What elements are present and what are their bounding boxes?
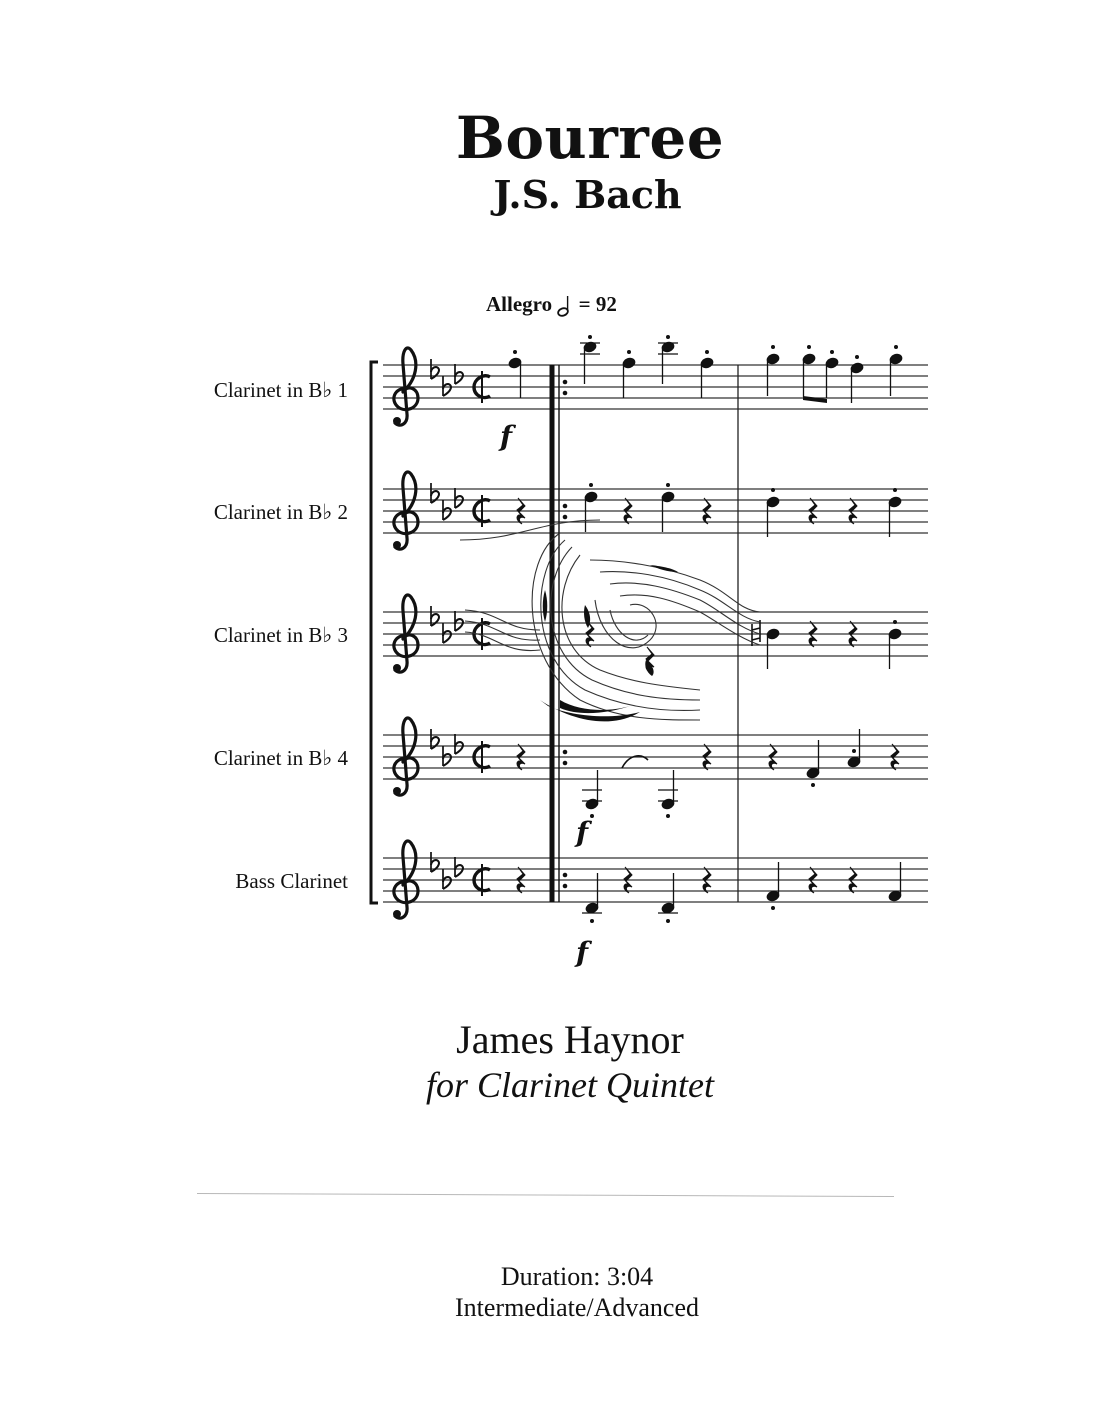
- staff-clarinet-1: [383, 348, 928, 425]
- composer-name: J.S. Bach: [493, 172, 682, 217]
- staff-clarinet-4: [383, 718, 928, 795]
- instrument-label-clarinet-3: Clarinet in B♭ 3: [213, 623, 348, 647]
- tempo-value: = 92: [578, 292, 617, 316]
- dynamic-forte-bass-clarinet: f: [576, 936, 589, 969]
- staff-clarinet-2: [383, 472, 928, 549]
- duration-text: Duration: 3:04: [500, 1262, 654, 1291]
- swirl-distortion: [460, 520, 760, 720]
- ensemble-subtitle: for Clarinet Quintet: [426, 1065, 714, 1105]
- piece-title: Bourree: [455, 104, 725, 172]
- clarinet-4-notes: [517, 729, 899, 818]
- instrument-label-clarinet-4: Clarinet in B♭ 4: [213, 746, 348, 770]
- dynamic-forte-clarinet-4: f: [576, 816, 589, 849]
- instrument-label-clarinet-1: Clarinet in B♭ 1: [213, 378, 348, 402]
- instrument-label-clarinet-2: Clarinet in B♭ 2: [213, 500, 348, 524]
- bass-clarinet-notes: [517, 862, 902, 923]
- instrument-label-bass-clarinet: Bass Clarinet: [235, 869, 348, 893]
- tempo-text: Allegro: [486, 292, 553, 316]
- staff-clarinet-3: [383, 595, 928, 672]
- staff-bass-clarinet: [383, 841, 928, 918]
- arranger-name: James Haynor: [456, 1017, 684, 1062]
- difficulty-level: Intermediate/Advanced: [455, 1293, 699, 1322]
- dynamic-forte-clarinet-1: f: [500, 420, 513, 453]
- clarinet-2-notes: [517, 483, 902, 537]
- divider-rule: [197, 1193, 894, 1197]
